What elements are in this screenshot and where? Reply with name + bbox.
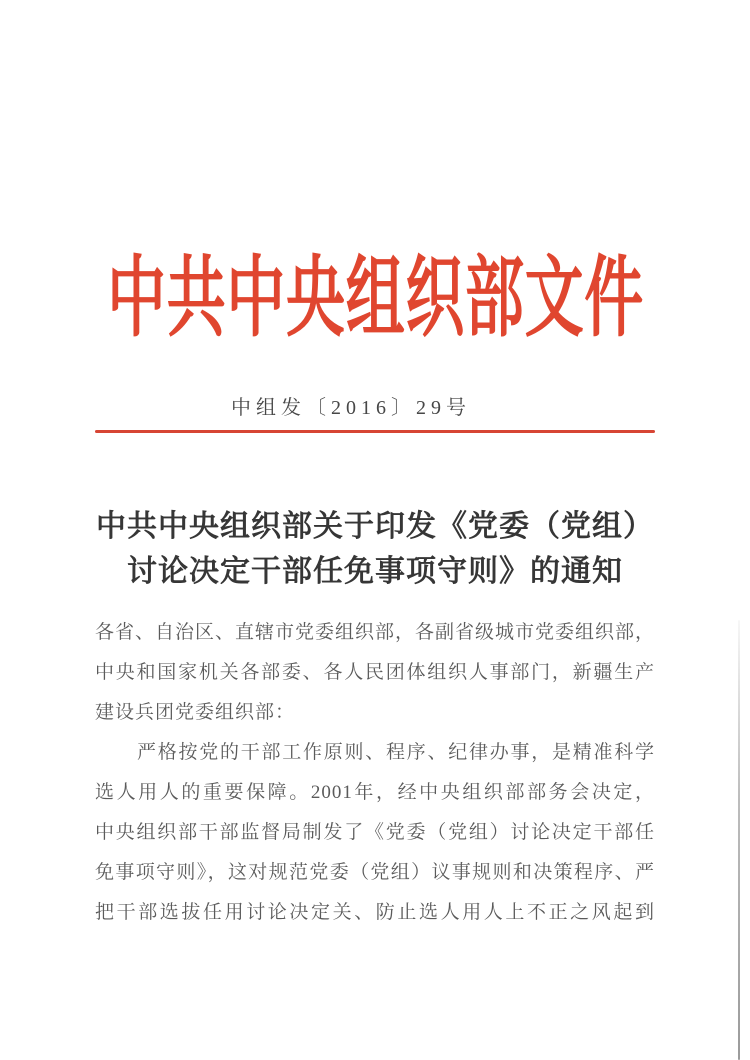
body-line: 各省、自治区、直辖市党委组织部，各副省级城市党委组织部， xyxy=(95,622,655,643)
body-line: 中央组织部干部监督局制发了《党委（党组）讨论决定干部任 xyxy=(95,822,655,843)
letterhead-title: 中共中央组织部文件 xyxy=(106,251,644,348)
body-line: 严格按党的干部工作原则、程序、纪律办事，是精准科学 xyxy=(137,742,655,763)
body-line: 免事项守则》，这对规范党委（党组）议事规则和决策程序、严 xyxy=(95,862,655,883)
body-text xyxy=(95,613,655,933)
letterhead xyxy=(95,236,655,346)
body-line: 建设兵团党委组织部： xyxy=(95,702,296,723)
notice-title xyxy=(85,504,665,594)
body-line: 中央和国家机关各部委、各人民团体组织人事部门，新疆生产 xyxy=(95,662,655,683)
body-line: 把干部选拔任用讨论决定关、防止选人用人上不正之风起到 xyxy=(95,902,655,923)
document-number: 中组发〔2016〕29号 xyxy=(231,397,471,419)
body-line: 选人用人的重要保障。2001年，经中央组织部部务会决定， xyxy=(95,782,655,803)
scan-edge-line xyxy=(738,620,740,1060)
notice-title-line-2: 讨论决定干部任免事项守则》的通知 xyxy=(127,555,623,588)
notice-title-line-1: 中共中央组织部关于印发《党委（党组） xyxy=(96,510,654,543)
red-separator-line xyxy=(95,430,655,433)
